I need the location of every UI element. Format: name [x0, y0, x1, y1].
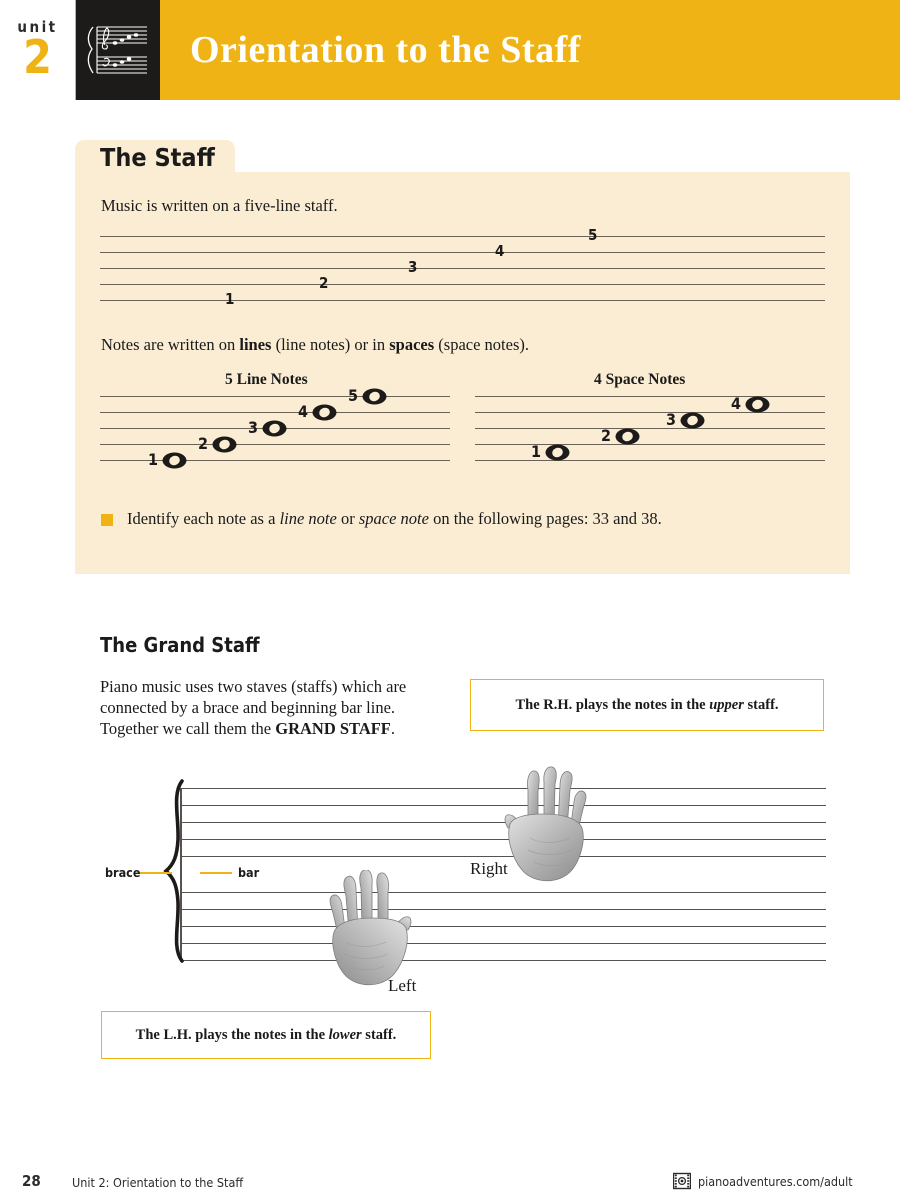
right-hand-image [500, 766, 600, 891]
staff-number-2: 2 [319, 274, 329, 292]
page-title: Orientation to the Staff [190, 29, 581, 71]
staff-line-2 [100, 284, 825, 285]
space-notes-staff-line-1 [475, 460, 825, 461]
bullet-part-a: Identify each note as a [127, 509, 280, 528]
staff-number-1: 1 [225, 290, 235, 308]
numbered-staff-diagram [100, 226, 825, 308]
bass-line-4 [180, 909, 826, 910]
bass-line-2 [180, 943, 826, 944]
staff-intro-text: Music is written on a five-line staff. [101, 196, 338, 215]
identify-notes-instruction [101, 509, 662, 529]
line-notes-title: 5 Line Notes [225, 371, 308, 388]
bass-line-3 [180, 926, 826, 927]
line-notes-staff-line-5 [100, 396, 450, 397]
video-film-icon [673, 1172, 691, 1190]
staff-line-4 [100, 252, 825, 253]
grand-staff-keyword: GRAND STAFF [275, 719, 391, 738]
space-notes-title: 4 Space Notes [594, 371, 686, 388]
line-note-label-4: 4 [298, 402, 309, 421]
staff-number-3: 3 [408, 258, 418, 276]
lines-spaces-part-e: (space notes). [434, 335, 529, 354]
rh-callout-part-c: staff. [743, 696, 779, 713]
lines-keyword: lines [239, 335, 272, 354]
space-note-label-1: 1 [531, 442, 542, 461]
gold-square-bullet-icon [101, 514, 113, 526]
space-notes-staff-line-3 [475, 428, 825, 429]
bullet-part-e: on the following pages: 33 and 38. [428, 509, 662, 528]
left-hand-label: Left [388, 976, 417, 995]
bar-label: bar [238, 865, 260, 880]
footer-url-text[interactable]: pianoadventures.com/adult [698, 1173, 853, 1189]
bass-line-5 [180, 892, 826, 893]
bass-line-1 [180, 960, 826, 961]
staff-line-3 [100, 268, 825, 269]
space-whole-note-1 [545, 444, 570, 461]
grand-staff-paragraph [100, 676, 450, 739]
grand-staff-diagram [100, 780, 830, 995]
right-hand-callout [470, 679, 824, 731]
lh-callout-part-a: The L.H. plays the notes in the [135, 1026, 329, 1043]
spaces-keyword: spaces [389, 335, 435, 354]
line-note-italic: line note [279, 509, 337, 528]
space-whole-note-2 [615, 428, 640, 445]
lines-spaces-text [101, 335, 529, 355]
brace-leader-line [140, 872, 172, 874]
grand-staff-icon [76, 0, 160, 100]
space-note-label-3: 3 [666, 410, 677, 429]
line-note-label-3: 3 [248, 418, 259, 437]
space-note-label-4: 4 [731, 394, 742, 413]
whole-note-3 [262, 420, 287, 437]
lines-spaces-part-a: Notes are written on [101, 335, 240, 354]
staff-number-5: 5 [588, 226, 598, 244]
space-notes-staff-line-4 [475, 412, 825, 413]
unit-number: 2 [23, 30, 52, 85]
line-notes-staff-line-2 [100, 444, 450, 445]
space-whole-note-3 [680, 412, 705, 429]
line-note-label-5: 5 [348, 386, 359, 405]
page-number: 28 [22, 1172, 41, 1190]
whole-note-4 [312, 404, 337, 421]
page-header [0, 0, 900, 100]
brace-icon [162, 778, 188, 964]
the-staff-tab-label: The Staff [100, 143, 215, 172]
right-hand-label: Right [470, 859, 508, 878]
whole-note-5 [362, 388, 387, 405]
rh-callout-part-a: The R.H. plays the notes in the [515, 696, 710, 713]
lh-callout-part-c: staff. [361, 1026, 397, 1043]
grand-staff-heading: The Grand Staff [100, 633, 260, 657]
bar-leader-line [200, 872, 232, 874]
line-note-label-1: 1 [148, 450, 159, 469]
space-note-label-2: 2 [601, 426, 612, 445]
unit-label: unit [17, 18, 58, 37]
whole-note-1 [162, 452, 187, 469]
rh-upper-italic: upper [709, 696, 744, 713]
line-notes-diagram [100, 386, 450, 469]
footer-unit-title: Unit 2: Orientation to the Staff [72, 1175, 244, 1190]
staff-line-5 [100, 236, 825, 237]
whole-note-2 [212, 436, 237, 453]
lines-spaces-part-c: (line notes) or in [271, 335, 390, 354]
brace-label: brace [105, 865, 141, 880]
space-notes-staff-line-5 [475, 396, 825, 397]
staff-number-4: 4 [495, 242, 505, 260]
bullet-part-c: or [336, 509, 359, 528]
identify-notes-text [127, 509, 662, 529]
space-notes-staff-line-2 [475, 444, 825, 445]
grand-para-part-c: . [390, 719, 396, 738]
left-hand-callout [101, 1011, 431, 1059]
line-note-label-2: 2 [198, 434, 209, 453]
footer-link[interactable] [673, 1172, 853, 1190]
space-whole-note-4 [745, 396, 770, 413]
unit-badge [0, 0, 75, 100]
grand-staff-icon-glyph [83, 18, 153, 82]
lh-lower-italic: lower [328, 1026, 362, 1043]
page-footer [0, 1172, 900, 1200]
space-notes-diagram [475, 396, 825, 460]
line-notes-staff-line-4 [100, 412, 450, 413]
grand-para-part-a: Piano music uses two staves (staffs) which are connected by a brace and beginning bar line. Together we call them the [100, 677, 407, 738]
staff-line-1 [100, 300, 825, 301]
space-note-italic: space note [358, 509, 429, 528]
